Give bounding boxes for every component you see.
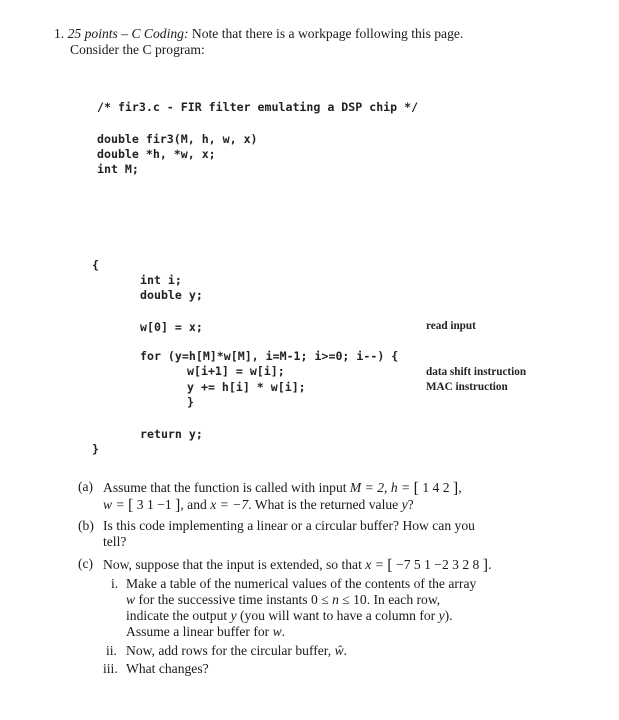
annotation-shift: data shift instruction [426, 366, 527, 378]
part-c-x: x = [365, 557, 384, 572]
part-b-label: (b) [78, 518, 94, 533]
problem-header [54, 26, 463, 42]
code-close-brace: } [92, 442, 99, 456]
problem-note: Note that there is a workpage following this page. [191, 26, 464, 41]
code-comment: /* fir3.c - FIR filter emulating a DSP chip */ [97, 100, 419, 114]
problem-topic: C Coding: [131, 26, 189, 41]
part-a-x: x = −7 [210, 497, 249, 512]
part-a-M: M = 2 [349, 480, 385, 495]
part-a-w: w = [103, 497, 125, 512]
part-c-i-line1: Make a table of the numerical values of the contents of the array [126, 576, 477, 591]
code-int-i: int i; [140, 273, 182, 287]
problem-points: 25 points [67, 26, 118, 41]
part-c-line1: Now, suppose that the input is extended, so that x = [ −7 5 1 −2 3 2 8 ]. [103, 557, 492, 574]
code-read-input: w[0] = x; [140, 320, 203, 334]
part-a-h: h = [390, 480, 411, 495]
part-a-line2: w = [ 3 1 −1 ], and x = −7. What is the returned value y? [103, 497, 414, 514]
annotation-read-input: read input [426, 320, 476, 332]
part-c-label: (c) [78, 556, 94, 571]
part-c-iii-text: What changes? [126, 661, 209, 676]
part-a-w-values: 3 1 −1 [136, 497, 172, 512]
part-b-line2: tell? [103, 534, 127, 549]
problem-number: 1. [54, 26, 65, 41]
code-mac: y += h[i] * w[i]; [187, 380, 306, 394]
part-a-line1: Assume that the function is called with input M = 2, h = [ 1 4 2 ], [103, 480, 462, 497]
part-a-label: (a) [78, 479, 94, 494]
part-c-i-line3: indicate the output y (you will want to have a column for y). [126, 608, 453, 623]
code-for-loop: for (y=h[M]*w[M], i=M-1; i>=0; i--) { [140, 349, 399, 363]
code-open-brace: { [92, 258, 99, 272]
part-c-iii-label: iii. [103, 661, 118, 676]
code-double-y: double y; [140, 288, 203, 302]
code-decl-function: double fir3(M, h, w, x) [97, 132, 258, 146]
consider-line: Consider the C program: [70, 42, 205, 57]
part-c-x-values: −7 5 1 −2 3 2 8 [396, 557, 480, 572]
annotation-mac: MAC instruction [426, 381, 508, 393]
code-decl-pointers: double *h, *w, x; [97, 147, 216, 161]
part-c-i-line4: Assume a linear buffer for w. [126, 624, 286, 639]
part-c-ii-text: Now, add rows for the circular buffer, ŵ. [126, 643, 348, 658]
code-shift: w[i+1] = w[i]; [187, 364, 285, 378]
part-c-ii-label: ii. [106, 643, 117, 658]
code-decl-int: int M; [97, 162, 139, 176]
part-c-i-label: i. [111, 576, 119, 591]
problem-dash: – [121, 26, 129, 41]
part-b-line1: Is this code implementing a linear or a circular buffer? How can you [103, 518, 475, 533]
code-return: return y; [140, 427, 203, 441]
part-a-h-values: 1 4 2 [422, 480, 450, 495]
part-c-i-line2: w for the successive time instants 0 ≤ n ≤ 10. In each row, [126, 592, 441, 607]
code-loop-close: } [187, 395, 194, 409]
